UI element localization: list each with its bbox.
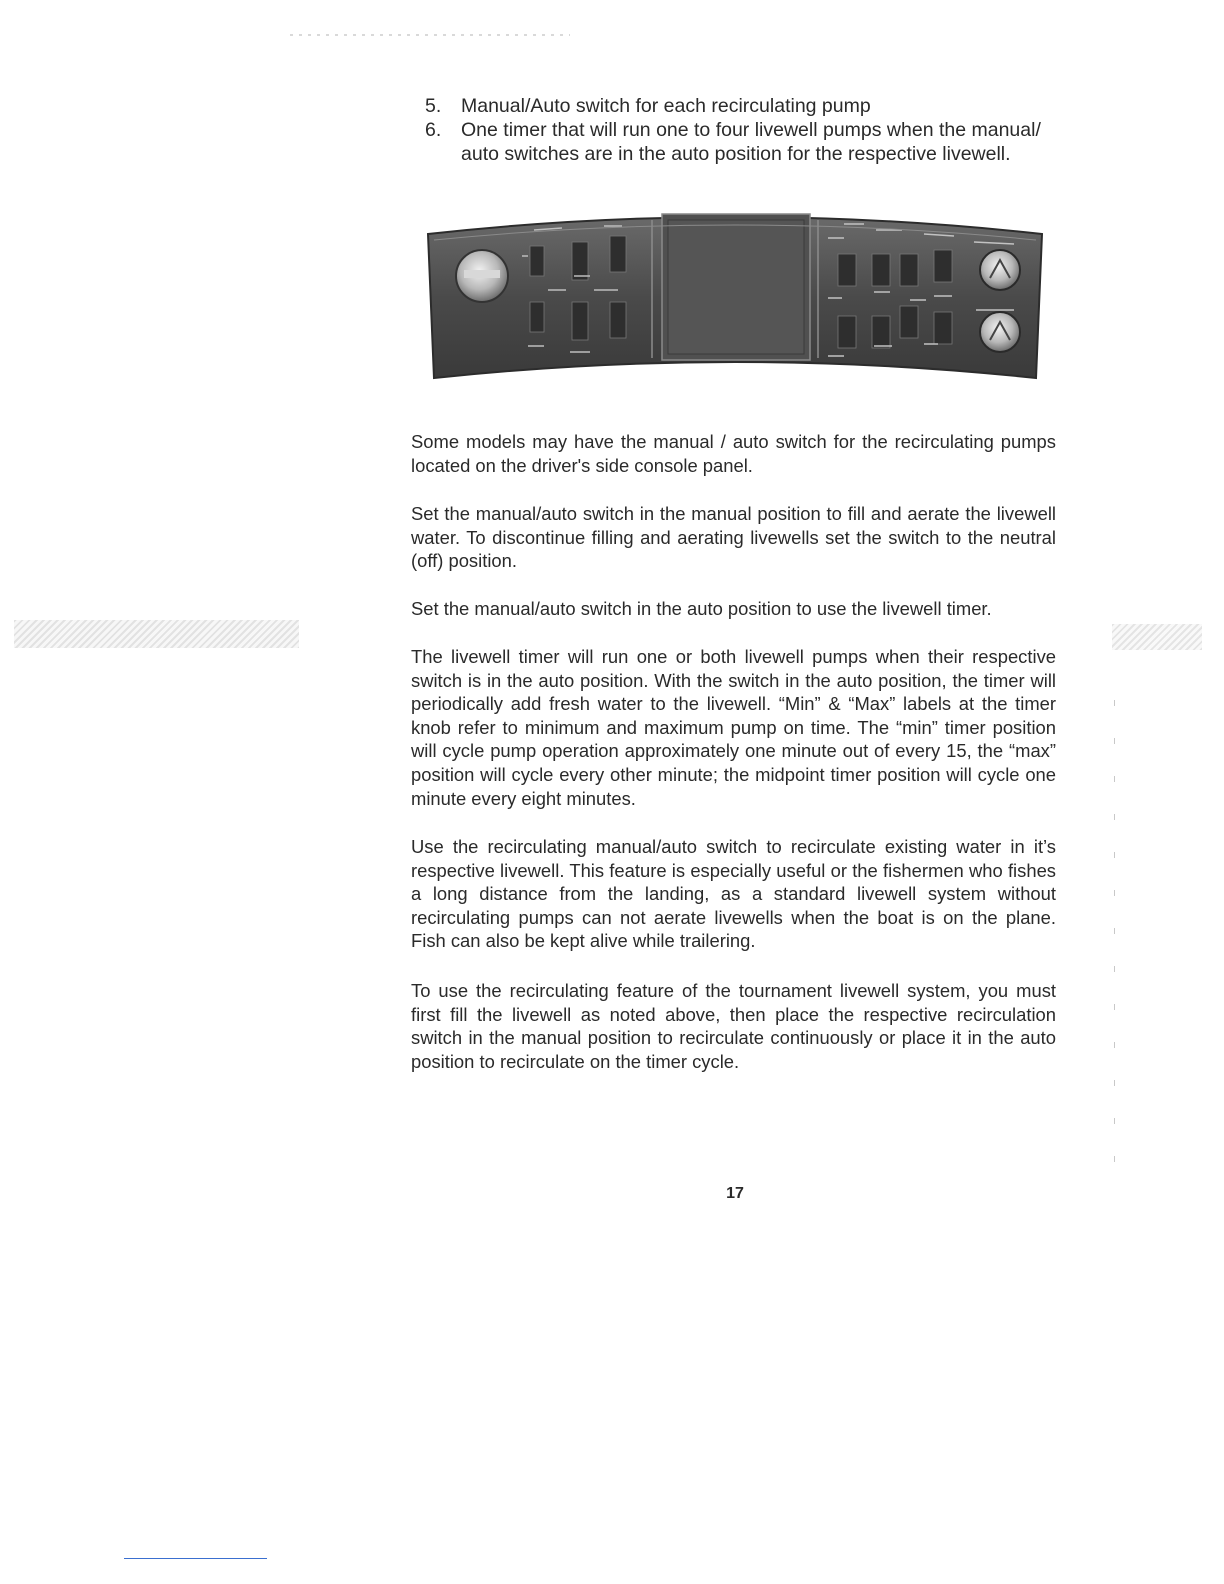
list-number: 5. bbox=[425, 95, 442, 117]
scan-artifact-top bbox=[290, 34, 570, 36]
list-item bbox=[425, 118, 1065, 166]
scan-artifact-right bbox=[1112, 624, 1202, 650]
scan-artifact-left bbox=[14, 620, 299, 648]
paragraph-auto-position: Set the manual/auto switch in the auto position to use the livewell timer. bbox=[411, 598, 992, 619]
paragraph-console-panel: Some models may have the manual / auto switch for the recirculating pumps located on the driver's side console panel. bbox=[411, 431, 1056, 476]
paragraph-livewell-timer: The livewell timer will run one or both livewell pumps when their respective switch is in the auto position. With the switch in the auto position, the timer will periodically add fresh water to the livewell. “Min” & “Max” labels at the timer knob refer to minimum and maximum pump on time. The “min” timer position will cycle pump operation approximately one minute out of every 15, the “max” position will cycle every other minute; the midpoint timer position will cycle one minute every eight minutes. bbox=[411, 646, 1056, 809]
list-text: One timer that will run one to four livewell pumps when the manual/ auto switches are in the auto position for the respective livewell. bbox=[461, 119, 1041, 165]
scan-artifact-edge bbox=[1114, 700, 1115, 1170]
list-text: Manual/Auto switch for each recirculating pump bbox=[461, 95, 871, 117]
control-panel-photo bbox=[424, 206, 1046, 384]
bottom-rule bbox=[124, 1558, 267, 1559]
numbered-list bbox=[425, 94, 1065, 166]
paragraph-recirculating-switch: Use the recirculating manual/auto switch to recirculate existing water in it’s respective livewell. This feature is especially useful or the fishermen who fishes a long distance from the landing, as a standard livewell system without recirculating pumps can not aerate livewells when the boat is on the plane. Fish can also be kept alive while trailering. bbox=[411, 836, 1056, 952]
paragraph-manual-position: Set the manual/auto switch in the manual position to fill and aerate the livewell water. To discontinue filling and aerating livewells set the switch to the neutral (off) position. bbox=[411, 503, 1056, 572]
page-number: 17 bbox=[726, 1185, 744, 1202]
list-number: 6. bbox=[425, 119, 442, 141]
paragraph-recirculating-feature: To use the recirculating feature of the tournament livewell system, you must first fill the livewell as noted above, then place the respective recirculation switch in the manual position to recirculate continuously or place it in the auto position to recirculate on the timer cycle. bbox=[411, 980, 1056, 1072]
list-item bbox=[425, 94, 1065, 118]
